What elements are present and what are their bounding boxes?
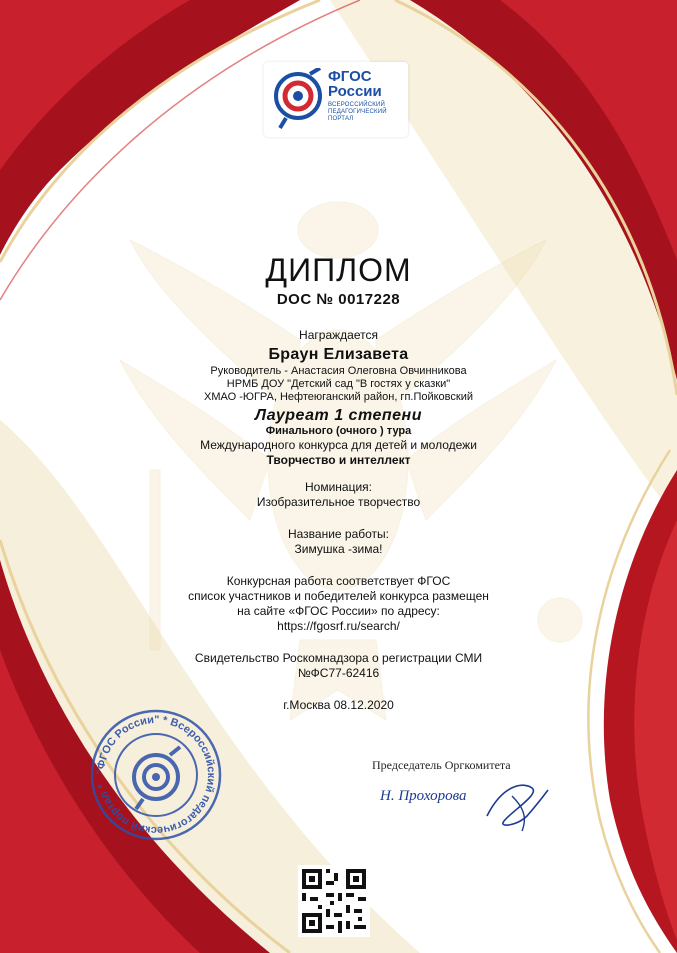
official-stamp: [88, 707, 224, 843]
awarded-label: Награждается: [299, 328, 378, 342]
nomination-value: Изобразительное творчество: [256, 495, 421, 509]
fgos-logo-icon: [270, 68, 326, 130]
degree: Лауреат 1 степени: [255, 407, 422, 424]
qr-code[interactable]: [298, 865, 370, 937]
supervisor: Руководитель - Анастасия Олеговна Овчинникова: [210, 365, 467, 377]
round: Финального (очного ) тура: [265, 425, 412, 437]
signature-name: Н. Прохорова: [380, 788, 467, 804]
stamp-ring-text: "ФГОС России" * Всероссийский педагогический портал *: [94, 713, 218, 837]
stamp-emblem-icon: [134, 747, 180, 809]
nomination-label: Номинация:: [304, 480, 372, 494]
signature-scribble: [482, 776, 552, 836]
compliance-url[interactable]: https://fgosrf.ru/search/: [277, 619, 400, 633]
recipient-name: Браун Елизавета: [268, 346, 409, 363]
registration-line1: Свидетельство Роскомнадзора о регистрации СМИ: [194, 651, 483, 665]
logo-subtitle: ВСЕРОССИЙСКИЙ ПЕДАГОГИЧЕСКИЙ ПОРТАЛ: [328, 102, 387, 122]
diploma-title: ДИПЛОМ: [265, 252, 412, 288]
work-label: Название работы:: [287, 527, 390, 541]
fgos-logo: [264, 62, 408, 137]
compliance-line2: список участников и победителей конкурса размещен: [188, 589, 489, 603]
logo-title-line1: ФГОС: [328, 68, 372, 85]
location: ХМАО -ЮГРА, Нефтеюганский район, гп.Пойковский: [203, 391, 474, 403]
logo-title: [328, 69, 382, 99]
compliance-line1: Конкурсная работа соответствует ФГОС: [226, 574, 451, 588]
doc-number: DOC № 0017228: [276, 291, 401, 308]
institution: НРМБ ДОУ "Детский сад "В гостях у сказки": [226, 378, 451, 390]
contest: Международного конкурса для детей и молодежи: [200, 438, 477, 452]
diploma-content: [140, 250, 537, 713]
logo-title-line2: России: [328, 83, 382, 100]
compliance-line3: на сайте «ФГОС России» по адресу:: [237, 604, 440, 618]
place-date: г.Москва 08.12.2020: [283, 698, 394, 712]
work-value: Зимушка -зима!: [294, 542, 383, 556]
signature-label: Председатель Оргкомитета: [372, 758, 511, 772]
registration-line2: №ФС77-62416: [297, 666, 380, 680]
contest-name: Творчество и интеллект: [266, 453, 411, 467]
